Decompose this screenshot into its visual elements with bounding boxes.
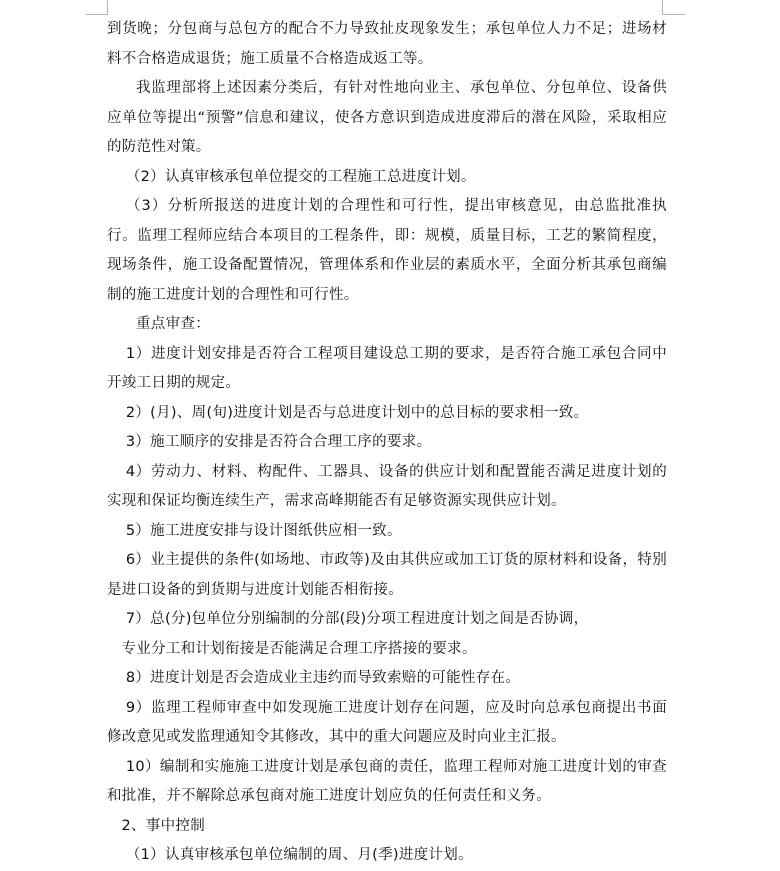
list-item-review-7: 7）总(分)包单位分别编制的分部(段)分项工程进度计划之间是否协调， bbox=[125, 611, 589, 627]
list-item-review-9: 9）监理工程师审查中如发现施工进度计划存在问题，应及时向总承包商提出书面修改意见或发监理通知令其修改，其中的重大问题应及时向业主汇报。 bbox=[107, 699, 667, 745]
list-item-review-2: 2）(月)、周(旬)进度计划是否与总进度计划中的总目标的要求相一致。 bbox=[125, 404, 589, 421]
paragraph-in-process-item-1: （1）认真审核承包单位编制的周、月(季)进度计划。 bbox=[125, 847, 473, 863]
paragraph-review-heading: 重点审查： bbox=[136, 316, 210, 332]
paragraph-continuation: 到货晚；分包商与总包方的配合不力导致扯皮现象发生；承包单位人力不足；进场材料不合格造成退货；施工质量不合格造成返工等。 bbox=[107, 21, 667, 67]
list-item-review-10: 10）编制和实施施工进度计划是承包商的责任，监理工程师对施工进度计划的审查和批准，并不解除总承包商对施工进度计划应负的任何责任和义务。 bbox=[107, 758, 667, 804]
list-item-review-5: 5）施工进度安排与设计图纸供应相一致。 bbox=[125, 522, 402, 539]
list-item-review-3: 3）施工顺序的安排是否符合合理工序的要求。 bbox=[125, 434, 432, 450]
list-item-review-7-continued: 专业分工和计划衔接是否能满足合理工序搭接的要求。 bbox=[121, 640, 477, 657]
list-item-review-8: 8）进度计划是否会造成业主违约而导致索赔的可能性存在。 bbox=[125, 670, 521, 686]
paragraph-warning: 我监理部将上述因素分类后，有针对性地向业主、承包单位、分包单位、设备供应单位等提出“预警”信息和建议，使各方意识到造成进度滞后的潜在风险，采取相应的防范性对策。 bbox=[107, 80, 667, 155]
paragraph-item-2: （2）认真审核承包单位提交的工程施工总进度计划。 bbox=[125, 168, 476, 185]
list-item-review-4: 4）劳动力、材料、构配件、工器具、设备的供应计划和配置能否满足进度计划的实现和保证均衡连续生产，需求高峰期能否有足够资源实现供应计划。 bbox=[107, 463, 667, 509]
crop-mark-left bbox=[85, 0, 108, 15]
list-item-review-6: 6）业主提供的条件(如场地、市政等)及由其供应或加工订货的原材料和设备，特别是进口设备的到货期与进度计划能否相衔接。 bbox=[107, 552, 667, 598]
list-item-review-1: 1）进度计划安排是否符合工程项目建设总工期的要求，是否符合施工承包合同中开竣工日期的规定。 bbox=[107, 345, 667, 391]
paragraph-item-3: （3）分析所报送的进度计划的合理性和可行性，提出审核意见，由总监批准执行。监理工程师应结合本项目的工程条件，即：规模，质量目标，工艺的繁简程度，现场条件，施工设备配置情况，管理体系和作业层的素质水平，全面分析其承包商编制的施工进度计划的合理性和可行性。 bbox=[107, 198, 667, 303]
crop-mark-right bbox=[662, 0, 685, 15]
section-heading-in-process-control: 2、事中控制 bbox=[121, 817, 206, 834]
document-body bbox=[107, 15, 667, 871]
